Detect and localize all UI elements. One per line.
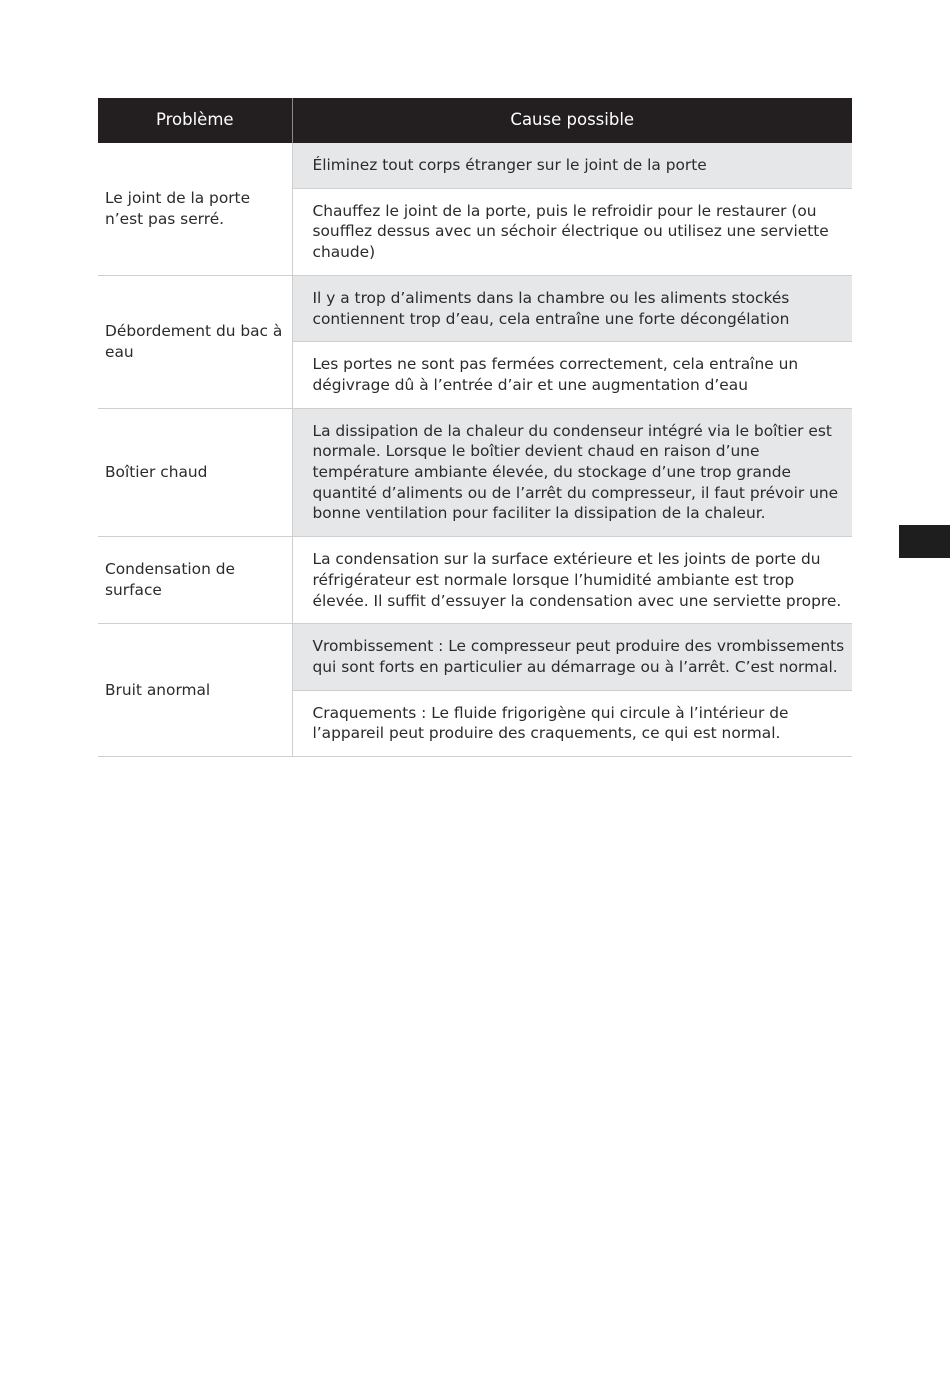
problem-cell: Le joint de la porte n’est pas serré.	[98, 143, 292, 275]
table-row	[98, 624, 852, 690]
cause-cell: La dissipation de la chaleur du condenseur intégré via le boîtier est normale. Lorsque le boîtier devient chaud en raison d’une température ambiante élevée, du stockage d’une trop grande quantité d’aliments ou de l’arrêt du compresseur, il faut prévoir une bonne ventilation pour faciliter la dissipation de la chaleur.	[292, 408, 852, 537]
problem-cell: Débordement du bac à eau	[98, 275, 292, 408]
header-problem: Problème	[98, 98, 292, 143]
cause-cell: Chauffez le joint de la porte, puis le refroidir pour le restaurer (ou soufflez dessus avec un séchoir électrique ou utilisez une serviette chaude)	[292, 188, 852, 275]
table-header-row	[98, 98, 852, 143]
problem-cell: Boîtier chaud	[98, 408, 292, 537]
cause-cell: Il y a trop d’aliments dans la chambre ou les aliments stockés contiennent trop d’eau, cela entraîne une forte décongélation	[292, 275, 852, 341]
cause-cell: Craquements : Le fluide frigorigène qui circule à l’intérieur de l’appareil peut produire des craquements, ce qui est normal.	[292, 690, 852, 756]
troubleshooting-table	[98, 98, 852, 757]
cause-cell: Les portes ne sont pas fermées correctement, cela entraîne un dégivrage dû à l’entrée d’air et une augmentation d’eau	[292, 342, 852, 408]
cause-cell: La condensation sur la surface extérieure et les joints de porte du réfrigérateur est normale lorsque l’humidité ambiante est trop élevée. Il suffit d’essuyer la condensation avec une serviette propre.	[292, 537, 852, 624]
table-row	[98, 408, 852, 537]
table-row	[98, 275, 852, 341]
cause-cell: Éliminez tout corps étranger sur le joint de la porte	[292, 143, 852, 188]
page-edge-tab	[899, 525, 950, 558]
header-cause: Cause possible	[292, 98, 852, 143]
problem-cell: Condensation de surface	[98, 537, 292, 624]
cause-cell: Vrombissement : Le compresseur peut produire des vrombissements qui sont forts en particulier au démarrage ou à l’arrêt. C’est normal.	[292, 624, 852, 690]
table-row	[98, 537, 852, 624]
problem-cell: Bruit anormal	[98, 624, 292, 757]
table-row	[98, 143, 852, 188]
